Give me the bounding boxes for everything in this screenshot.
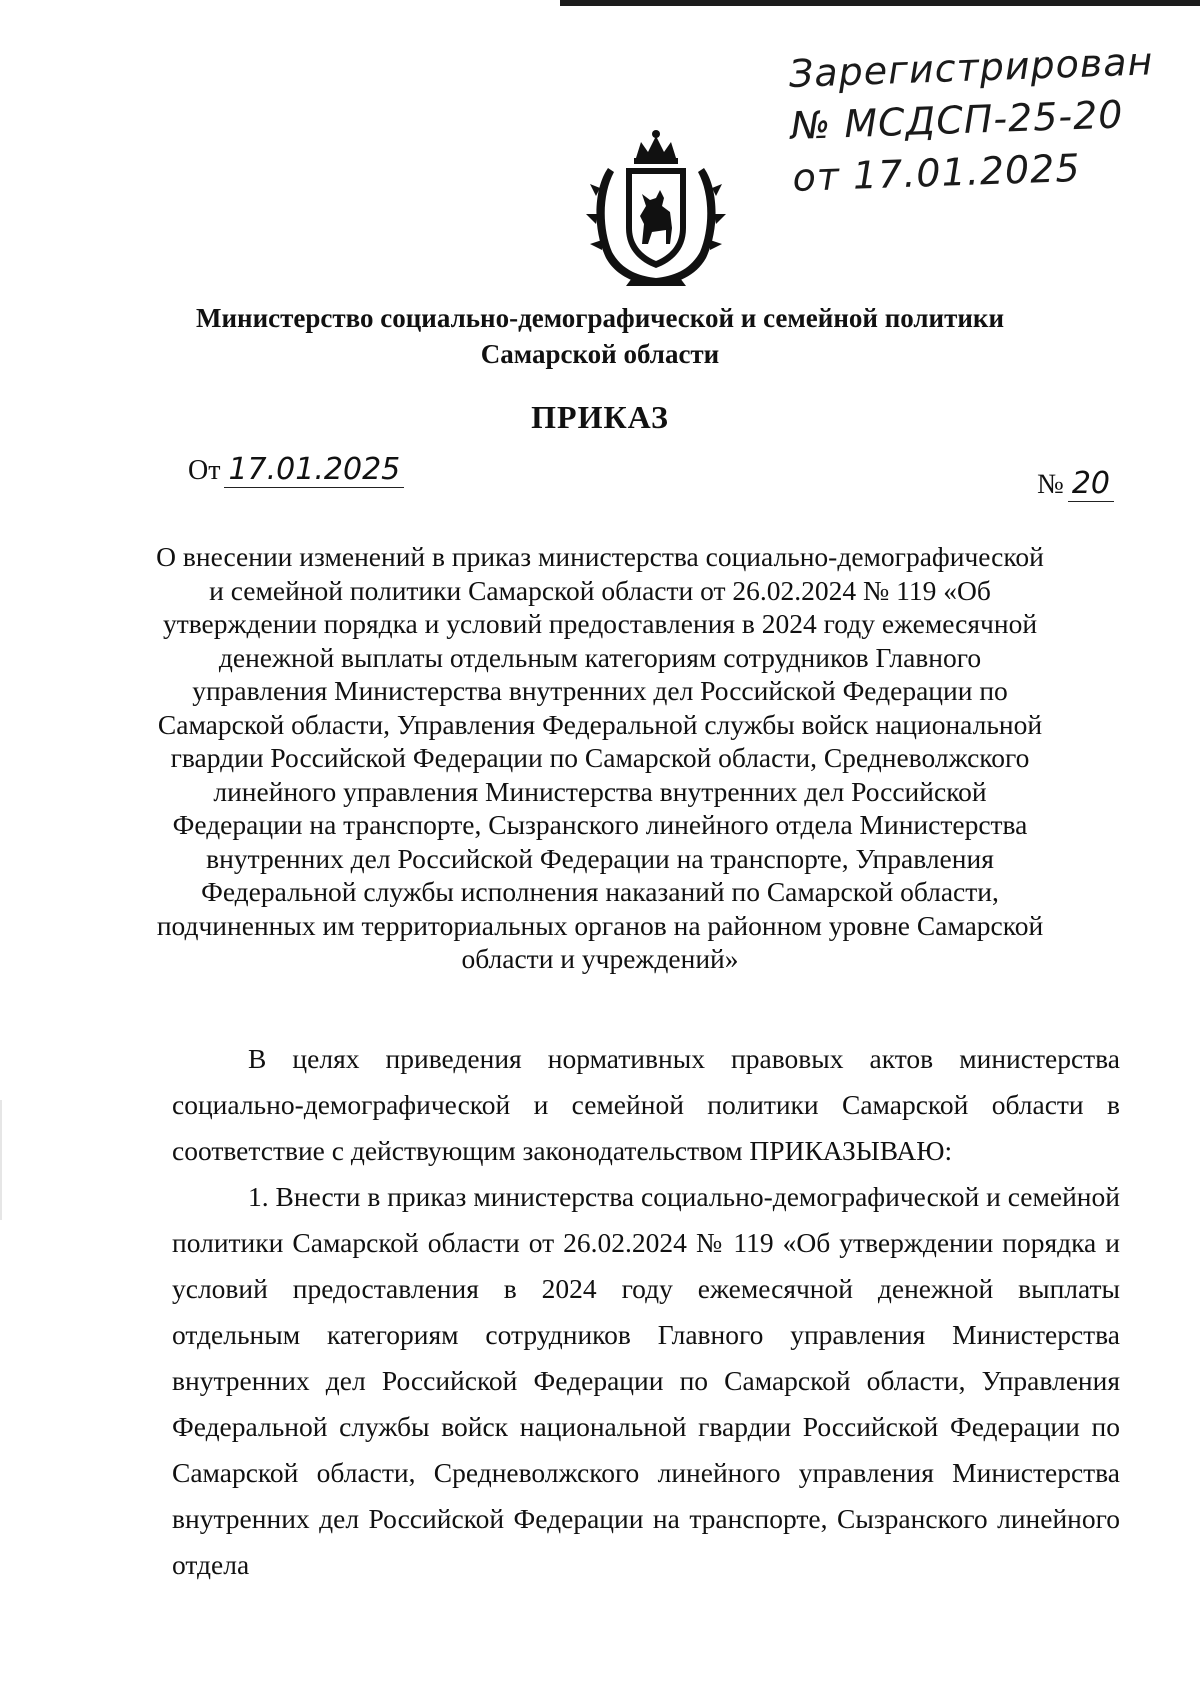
stamp-line-date: от 17.01.2025 [791, 145, 1082, 200]
date-line [188, 452, 404, 488]
date-prefix: От [188, 455, 221, 486]
ministry-name [150, 300, 1050, 372]
preamble-paragraph: В целях приведения нормативных правовых актов министерства социально-демографической и семейной политики Самарской области в соответствие с действующим законодательством ПРИКАЗЫВАЮ: [172, 1043, 1120, 1166]
date-value: 17.01.2025 [224, 452, 404, 488]
item-1-paragraph: 1. Внести в приказ министерства социально-демографической и семейной политики Самарской области от 26.02.2024 № 119 «Об утверждении порядка и условий предоставления в 2024 году ежемесячной денежной выплаты отдельным категориям сотрудников Главного управления Министерства внутренних дел Российской Федерации по Самарской области, Управления Федеральной службы войск национальной гвардии Российской Федерации по Самарской области, Средневолжского линейного управления Министерства внутренних дел Российской Федерации на транспорте, Сызранского линейного отдела [172, 1181, 1120, 1580]
ministry-name-line1: Министерство социально-демографической и семейной политики [195, 303, 1005, 333]
scan-margin-mark [0, 1100, 2, 1220]
registration-stamp [788, 36, 1155, 203]
coat-of-arms-icon [586, 128, 726, 288]
number-value: 20 [1068, 466, 1114, 502]
order-title: О внесении изменений в приказ министерства социально-демографической и семейной политики Самарской области от 26.02.2024 № 119 «Об утверждении порядка и условий предоставления в 2024 году ежемесячной денежной выплаты отдельным категориям сотрудников Главного управления Министерства внутренних дел Российской Федерации по Самарской области, Управления Федеральной службы войск национальной гвардии Российской Федерации по Самарской области, Средневолжского линейного управления Министерства внутренних дел Российской Федерации на транспорте, Сызранского линейного отдела Министерства внутренних дел Российской Федерации на транспорте, Управления Федеральной службы исполнения наказаний по Самарской области, подчиненных им территориальных органов на районном уровне Самарской области и учреждений» [156, 541, 1044, 974]
ministry-name-line2: Самарской области [480, 339, 720, 369]
order-body [172, 1036, 1120, 1588]
document-type: ПРИКАЗ [531, 399, 669, 435]
number-line [1037, 466, 1114, 502]
stamp-line-registered: Зарегистрирован [788, 39, 1155, 96]
scan-top-edge [560, 0, 1200, 6]
number-prefix: № [1037, 469, 1064, 500]
stamp-line-number: № МСДСП-25-20 [789, 92, 1125, 148]
